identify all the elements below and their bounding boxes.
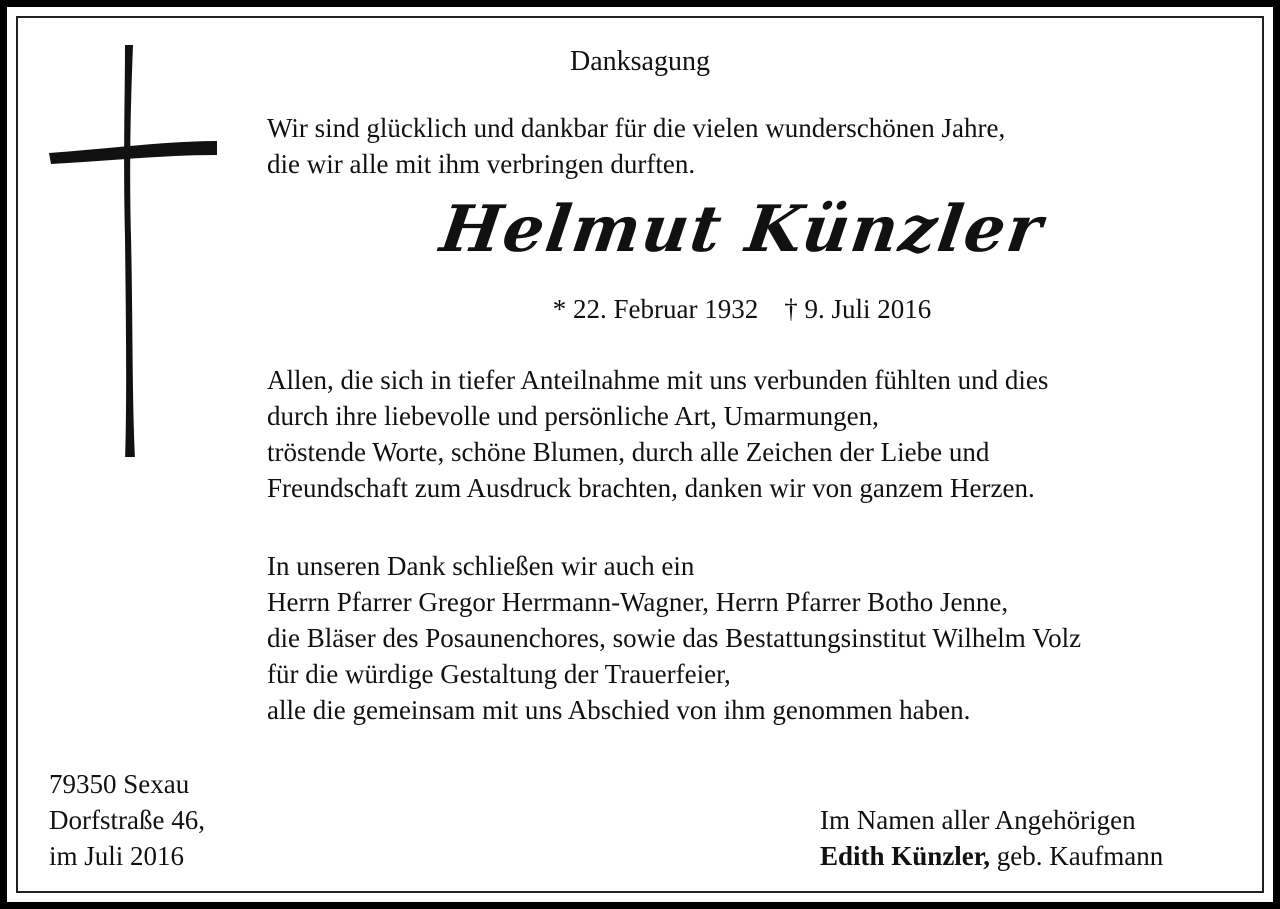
signatory-name: Edith Künzler, <box>820 841 991 871</box>
paragraph-line: durch ihre liebevolle und persönliche Art, Umarmungen, <box>267 401 879 431</box>
heading: Danksagung <box>570 46 710 77</box>
paragraph-line: Freundschaft zum Ausdruck brachten, danken wir von ganzem Herzen. <box>267 473 1035 503</box>
paragraph-line: für die würdige Gestaltung der Trauerfeier, <box>267 659 731 689</box>
life-dates <box>212 291 1272 327</box>
address-block <box>49 766 205 874</box>
paragraph-line: In unseren Dank schließen wir auch ein <box>267 551 695 581</box>
paragraph-line: die Bläser des Posaunenchores, sowie das Bestattungsinstitut Wilhelm Volz <box>267 623 1082 653</box>
paragraph-line: alle die gemeinsam mit uns Abschied von ihm genommen haben. <box>267 695 971 725</box>
paragraph-line: Allen, die sich in tiefer Anteilnahme mit uns verbunden fühlten und dies <box>267 365 1049 395</box>
intro-line: Wir sind glücklich und dankbar für die vielen wunderschönen Jahre, <box>267 113 1006 143</box>
paragraph-line: Herrn Pfarrer Gregor Herrmann-Wagner, Herrn Pfarrer Botho Jenne, <box>267 587 1009 617</box>
address-line: im Juli 2016 <box>49 841 185 871</box>
intro-text <box>267 110 1005 182</box>
address-line: Dorfstraße 46, <box>49 805 205 835</box>
obituary-notice <box>7 7 1273 902</box>
address-line: 79350 Sexau <box>49 769 190 799</box>
signature-name-line <box>820 838 1163 874</box>
signature-block <box>820 802 1163 874</box>
thanks-paragraph-2 <box>267 548 1081 728</box>
signature-line: Im Namen aller Angehörigen <box>820 805 1136 835</box>
deceased-name: Helmut Künzler <box>435 192 1049 267</box>
birth-date: * 22. Februar 1932 <box>552 294 759 324</box>
signatory-maiden-name: geb. Kaufmann <box>990 841 1164 871</box>
cross-icon <box>45 37 217 457</box>
death-date: † 9. Juli 2016 <box>784 294 932 324</box>
thanks-paragraph-1 <box>267 362 1048 506</box>
intro-line: die wir alle mit ihm verbringen durften. <box>267 149 696 179</box>
paragraph-line: tröstende Worte, schöne Blumen, durch alle Zeichen der Liebe und <box>267 437 990 467</box>
